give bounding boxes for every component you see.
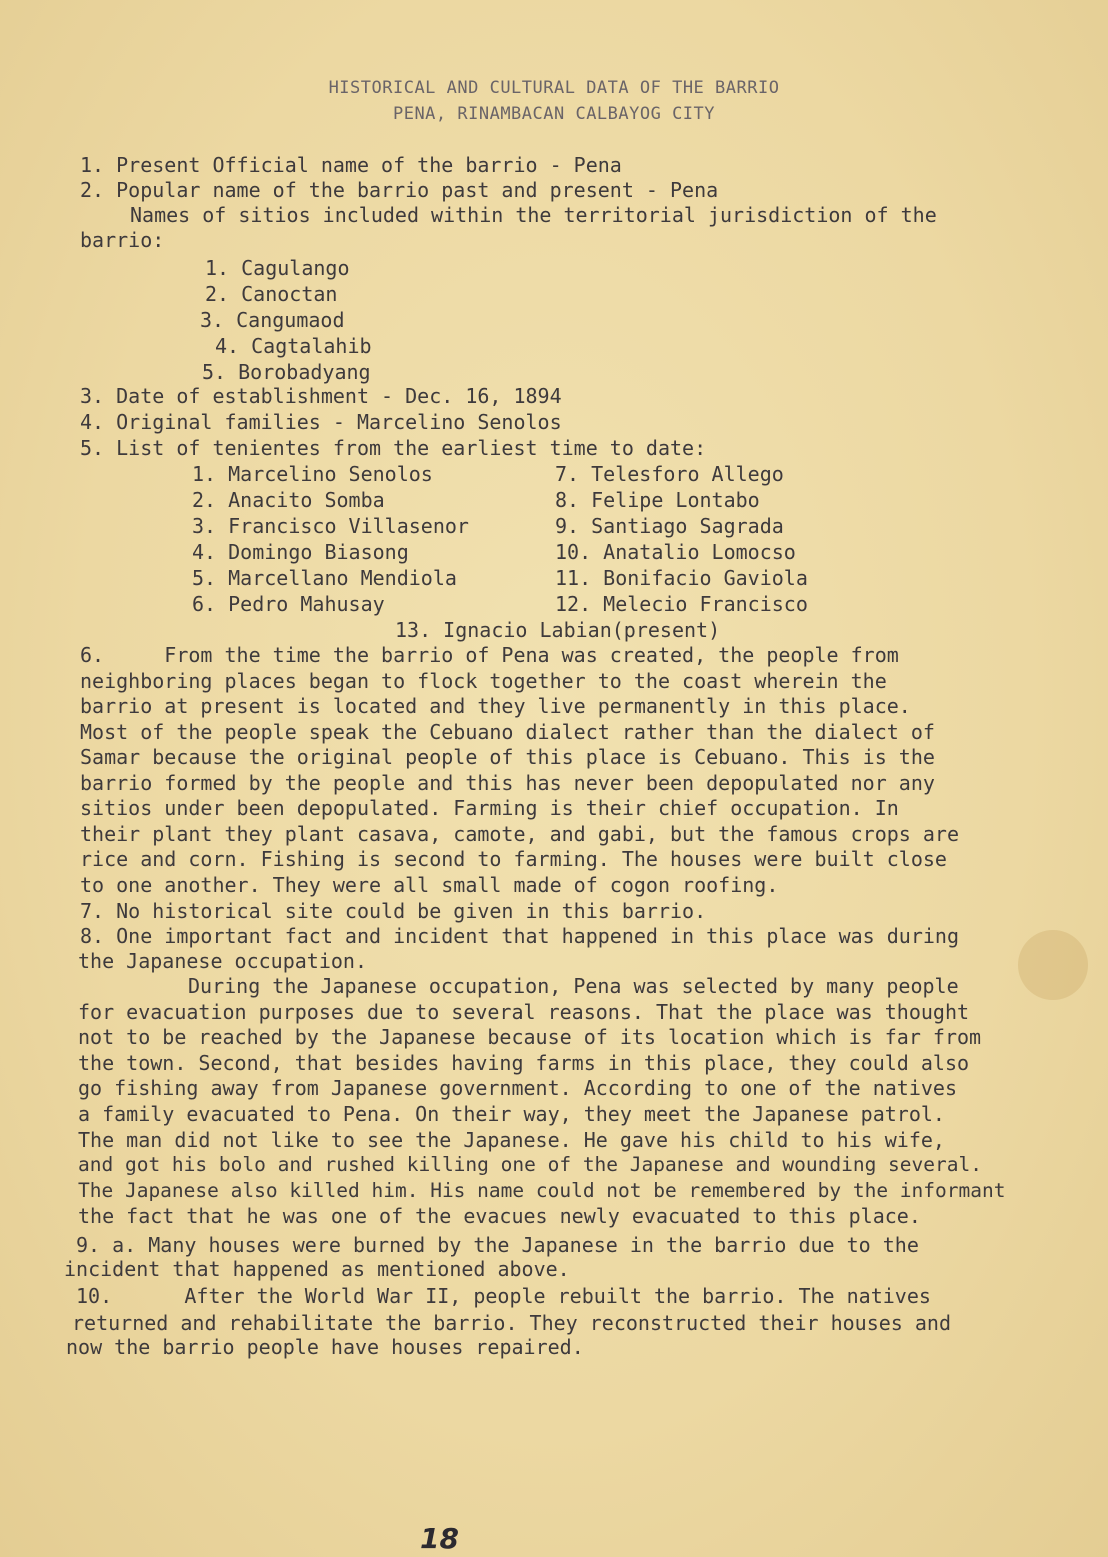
page-number: 18: [420, 1522, 459, 1555]
teniente-list-right: [555, 462, 808, 618]
paragraph-line: not to be reached by the Japanese because of its location which is far from: [78, 1025, 982, 1050]
paragraph-line: a family evacuated to Pena. On their way, they meet the Japanese patrol.: [78, 1101, 945, 1126]
item-1-official-name: 1. Present Official name of the barrio - Pena: [80, 153, 622, 177]
teniente-item: 9. Santiago Sagrada: [555, 514, 784, 538]
item-2-popular-name: 2. Popular name of the barrio past and present - Pena: [80, 178, 719, 202]
item-9-line1: 9. a. Many houses were burned by the Japanese in the barrio due to the: [76, 1233, 919, 1257]
teniente-item: 5. Marcellano Mendiola: [192, 566, 457, 590]
paragraph-line: barrio at present is located and they live permanently in this place.: [80, 694, 911, 718]
item-7-historical-site: 7. No historical site could be given in this barrio.: [80, 899, 707, 923]
paragraph-line: Most of the people speak the Cebuano dialect rather than the dialect of: [80, 719, 935, 744]
teniente-item: 4. Domingo Biasong: [192, 540, 409, 564]
sitios-intro: Names of sitios included within the territorial jurisdiction of the: [130, 203, 937, 227]
paragraph-line: the fact that he was one of the evacues newly evacuated to this place.: [78, 1204, 921, 1229]
paragraph-line: Samar because the original people of this place is Cebuano. This is the: [80, 745, 935, 769]
paragraph-line: barrio formed by the people and this has never been depopulated nor any: [80, 770, 935, 795]
paragraph-line: 6. From the time the barrio of Pena was created, the people from: [80, 643, 899, 667]
sitio-item: 1. Cagulango: [205, 256, 350, 280]
item-10-line2: returned and rehabilitate the barrio. They reconstructed their houses and: [72, 1311, 951, 1335]
item-8-line2: the Japanese occupation.: [78, 949, 367, 973]
teniente-item: 10. Anatalio Lomocso: [555, 540, 796, 564]
sitios-intro-cont: barrio:: [80, 228, 165, 252]
sitio-item: 3. Cangumaod: [200, 308, 345, 332]
item-5-tenientes-heading: 5. List of tenientes from the earliest time to date:: [80, 436, 707, 460]
item-3-establishment: 3. Date of establishment - Dec. 16, 1894: [80, 384, 562, 408]
teniente-item: 8. Felipe Lontabo: [555, 488, 760, 512]
sitio-item: 2. Canoctan: [205, 282, 338, 306]
document-title-line2: PENA, RINAMBACAN CALBAYOG CITY: [392, 104, 716, 124]
paragraph-line: neighboring places began to flock together to the coast wherein the: [80, 668, 887, 693]
teniente-item: 11. Bonifacio Gaviola: [555, 566, 808, 590]
teniente-item: 7. Telesforo Allego: [555, 462, 784, 486]
paragraph-line: sitios under been depopulated. Farming is their chief occupation. In: [80, 796, 899, 820]
item-10-line3: now the barrio people have houses repaired.: [66, 1335, 584, 1359]
item-9-line2: incident that happened as mentioned above.: [64, 1257, 570, 1281]
paragraph-6: [80, 643, 959, 898]
paragraph-line: for evacuation purposes due to several reasons. That the place was thought: [78, 999, 970, 1024]
paragraph-line: and got his bolo and rushed killing one of the Japanese and wounding several.: [78, 1153, 982, 1177]
paragraph-8: [78, 974, 1005, 1230]
paragraph-line: The Japanese also killed him. His name could not be remembered by the informant: [78, 1178, 1006, 1202]
document-title-line1: HISTORICAL AND CULTURAL DATA OF THE BARRIO: [328, 78, 780, 98]
teniente-item: 6. Pedro Mahusay: [192, 592, 385, 616]
teniente-present: 13. Ignacio Labian(present): [395, 618, 721, 642]
item-8-line1: 8. One important fact and incident that happened in this place was during: [80, 924, 959, 948]
paragraph-line: to one another. They were all small made of cogon roofing.: [80, 872, 779, 897]
teniente-item: 3. Francisco Villasenor: [192, 514, 469, 538]
teniente-item: 2. Anacito Somba: [192, 488, 385, 512]
paragraph-line: The man did not like to see the Japanese. He gave his child to his wife,: [78, 1127, 945, 1152]
sitio-item: 5. Borobadyang: [202, 360, 371, 384]
sitio-item: 4. Cagtalahib: [215, 334, 372, 358]
item-10-line1: 10. After the World War II, people rebuilt the barrio. The natives: [76, 1284, 931, 1308]
paragraph-line: go fishing away from Japanese government. According to one of the natives: [78, 1076, 957, 1101]
teniente-list-left: [192, 462, 469, 618]
paper-stain: [1018, 930, 1088, 1000]
paragraph-line: the town. Second, that besides having farms in this place, they could also: [78, 1050, 970, 1075]
paragraph-line: During the Japanese occupation, Pena was selected by many people: [188, 974, 959, 998]
paragraph-line: rice and corn. Fishing is second to farming. The houses were built close: [80, 847, 947, 871]
teniente-item: 1. Marcelino Senolos: [192, 462, 433, 486]
teniente-item: 12. Melecio Francisco: [555, 592, 808, 616]
paragraph-line: their plant they plant casava, camote, and gabi, but the famous crops are: [80, 821, 959, 846]
item-4-original-families: 4. Original families - Marcelino Senolos: [80, 410, 562, 434]
